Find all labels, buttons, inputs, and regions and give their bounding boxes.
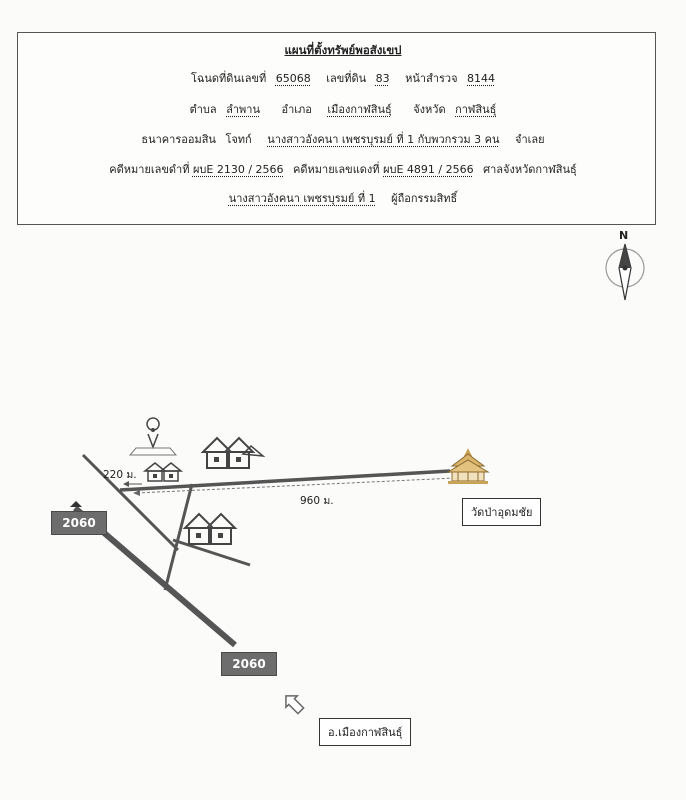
district-value: เมืองกาฬสินธุ์ [327, 103, 392, 116]
red-case-number: ผบE 4891 / 2566 [383, 163, 474, 176]
court-name: ศาลจังหวัดกาฬสินธุ์ [483, 163, 577, 176]
province-label: จังหวัด [413, 103, 446, 116]
defendant-name: นางสาวอังคนา เพชรบุรมย์ ที่ 1 กับพวกรวม 3 คน [267, 133, 500, 146]
defendant-role: จำเลย [515, 133, 545, 146]
owner-name: นางสาวอังคนา เพชรบุรมย์ ที่ 1 [228, 192, 376, 205]
north-label: N [619, 229, 629, 242]
branch-road [165, 484, 192, 590]
owner-role: ผู้ถือกรรมสิทธิ์ [391, 192, 458, 205]
house-icon [185, 514, 235, 544]
house-icon [203, 438, 263, 468]
survey-label: หน้าสำรวจ [405, 72, 458, 85]
province-value: กาฬสินธุ์ [455, 103, 497, 116]
subdistrict-value: ลำพาน [226, 103, 260, 116]
land-label: เลขที่ดิน [326, 72, 367, 85]
location-pin-icon [130, 418, 176, 455]
district-label: อำเภอ [281, 103, 312, 116]
plaintiff-name: ธนาคารออมสิน [141, 133, 216, 146]
distance-label-long: 960 ม. [300, 495, 334, 507]
arrow-icon [280, 690, 306, 716]
temple-label: วัดป่าอุดมชัย [462, 498, 541, 526]
plaintiff-role: โจทก์ [225, 133, 252, 146]
deed-number: 65068 [275, 72, 311, 85]
land-number: 83 [375, 72, 390, 85]
distance-label-short: 220 ม. [103, 469, 137, 481]
road-number-top: 2060 [51, 511, 107, 535]
road-marker-icon [70, 501, 82, 507]
survey-number: 8144 [467, 72, 496, 85]
deed-label: โฉนดที่ดินเลขที่ [190, 72, 267, 85]
compass-icon [606, 244, 644, 300]
black-case-label: คดีหมายเลขดำที่ [109, 163, 190, 176]
black-case-number: ผบE 2130 / 2566 [192, 163, 284, 176]
direction-label: อ.เมืองกาฬสินธุ์ [319, 718, 411, 746]
red-case-label: คดีหมายเลขแดงที่ [293, 163, 380, 176]
subdistrict-label: ตำบล [189, 103, 217, 116]
page-title: แผนที่ตั้งทรัพย์พอสังเขป [284, 43, 402, 57]
road-number-bottom: 2060 [221, 652, 277, 676]
house-icon [145, 463, 181, 481]
temple-icon [448, 448, 488, 484]
